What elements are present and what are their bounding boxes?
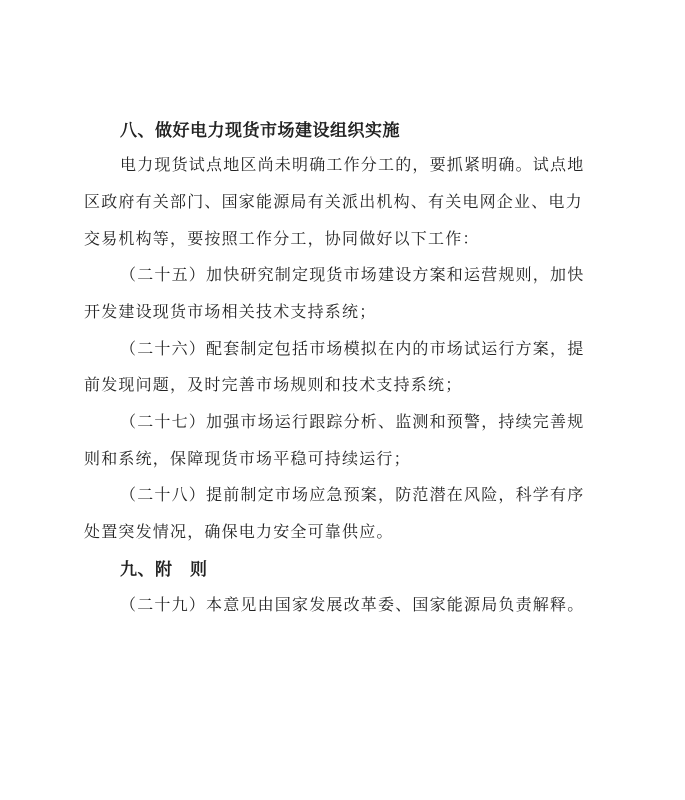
- item-27-line-2: 则和系统，保障现货市场平稳可持续运行；: [84, 449, 411, 468]
- item-28-line-1: （二十八）提前制定市场应急预案，防范潜在风险，科学有序: [120, 485, 585, 504]
- item-26-line-1: （二十六）配套制定包括市场模拟在内的市场试运行方案，提: [120, 339, 585, 358]
- section-9-heading: 九、附 则: [120, 560, 208, 580]
- item-27-line-1: （二十七）加强市场运行跟踪分析、监测和预警，持续完善规: [120, 412, 585, 431]
- item-29-line-1: （二十九）本意见由国家发展改革委、国家能源局负责解释。: [120, 595, 585, 614]
- section-8-heading: 八、做好电力现货市场建设组织实施: [120, 121, 400, 141]
- item-25-line-1: （二十五）加快研究制定现货市场建设方案和运营规则，加快: [120, 265, 585, 284]
- item-28-line-2: 处置突发情况，确保电力安全可靠供应。: [84, 522, 394, 541]
- section-8-intro-line-1: 电力现货试点地区尚未明确工作分工的，要抓紧明确。试点地: [120, 155, 585, 174]
- item-25-line-2: 开发建设现货市场相关技术支持系统；: [84, 302, 377, 321]
- item-26-line-2: 前发现问题，及时完善市场规则和技术支持系统；: [84, 375, 463, 394]
- section-8-intro-line-3: 交易机构等，要按照工作分工，协同做好以下工作：: [84, 229, 480, 248]
- section-8-intro-line-2: 区政府有关部门、国家能源局有关派出机构、有关电网企业、电力: [84, 192, 583, 211]
